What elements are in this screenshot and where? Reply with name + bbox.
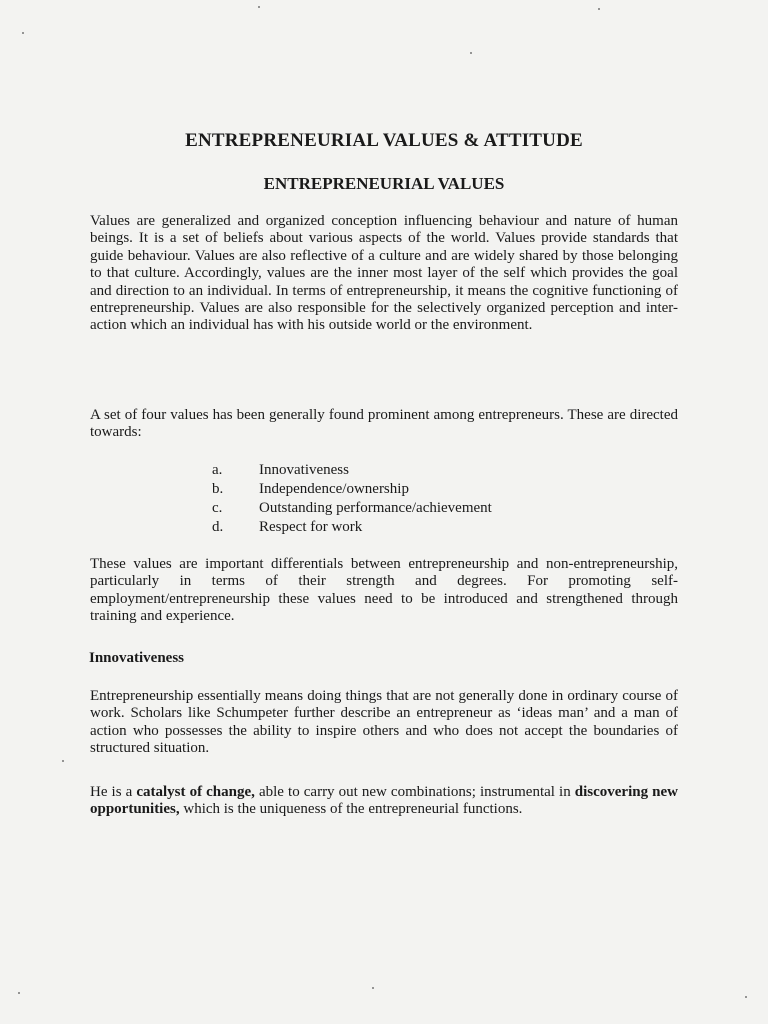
list-item — [212, 499, 492, 518]
list-item-letter: c. — [212, 500, 223, 516]
list-item — [212, 461, 492, 480]
scan-speck — [598, 8, 600, 10]
list-item-text: Outstanding performance/achievement — [259, 500, 492, 516]
paragraph-innovativeness: Entrepreneurship essentially means doing things that are not generally done in ordinary course of work. Scholars like Schumpeter further describe an entrepreneur as ‘ideas man’ and a man of action who possesses the ability to inspire others and who does not accept the boundaries of structured situation. — [90, 688, 678, 757]
section-title: ENTREPRENEURIAL VALUES — [263, 174, 505, 193]
paragraph-catalyst — [90, 784, 678, 819]
catalyst-text-3: which is the uniqueness of the entrepreneurial functions. — [179, 801, 523, 818]
document-title: ENTREPRENEURIAL VALUES & ATTITUDE — [185, 130, 583, 151]
catalyst-bold-1: catalyst of change, — [136, 784, 255, 800]
heading-innovativeness: Innovativeness — [89, 650, 185, 666]
list-item-text: Innovativeness — [259, 462, 349, 478]
values-list — [212, 461, 492, 537]
list-item — [212, 518, 492, 537]
scan-speck — [62, 760, 64, 762]
list-item-text: Respect for work — [259, 519, 363, 535]
catalyst-bold-2: discovering new opportunities, — [90, 784, 678, 818]
paragraph-differentials: These values are important differentials between entrepreneurship and non-entrepreneurship, particularly in terms of their strength and degrees. For promoting self-employment/entrepreneurship these values need to be introduced and strengthened through training and experience. — [90, 556, 678, 625]
list-item-letter: a. — [212, 462, 223, 478]
scan-speck — [18, 992, 20, 994]
scan-speck — [745, 996, 747, 998]
scan-speck — [470, 52, 472, 54]
scan-speck — [258, 6, 260, 8]
catalyst-text-2: able to carry out new combinations; instrumental in — [254, 784, 575, 800]
list-item-letter: d. — [212, 519, 224, 535]
paragraph-values-definition: Values are generalized and organized conception influencing behaviour and nature of human beings. It is a set of beliefs about various aspects of the world. Values provide standards that guide behaviour. Values are also reflective of a culture and are widely shared by those belonging to that culture. Accordingly, values are the inner most layer of the self which provides the goal and direction to an individual. In terms of entrepreneurship, it means the cognitive functioning of entrepreneurship. Values are also responsible for the selectively organized perception and inter-action which an individual has with his outside world or the environment. — [90, 213, 678, 334]
list-item — [212, 480, 492, 499]
list-item-text: Independence/ownership — [259, 481, 409, 497]
catalyst-text-1: He is a — [90, 784, 137, 800]
list-item-letter: b. — [212, 481, 224, 497]
scan-speck — [372, 987, 374, 989]
scan-speck — [22, 32, 24, 34]
paragraph-four-values: A set of four values has been generally found prominent among entrepreneurs. These are directed towards: — [90, 407, 678, 441]
